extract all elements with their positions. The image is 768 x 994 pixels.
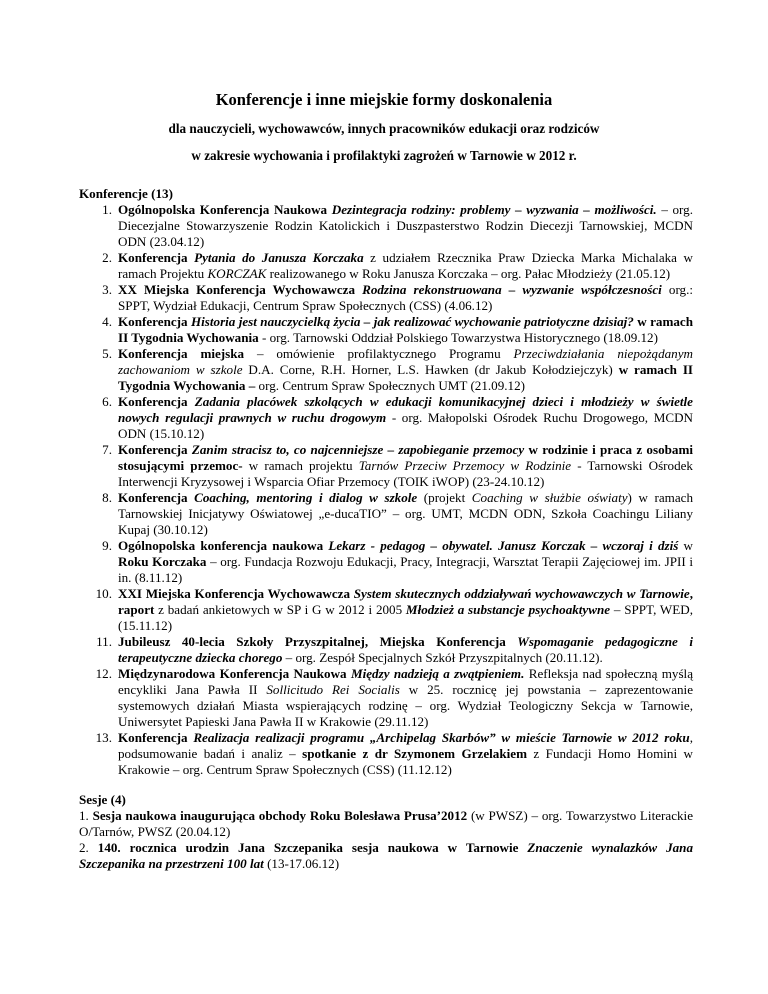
text-segment: (projekt: [417, 490, 472, 505]
list-item-number: 11.: [96, 634, 112, 649]
text-segment: Konferencja: [118, 314, 191, 329]
text-segment: - org. Tarnowski Oddział Polskiego Towarzystwa Historycznego (18.09.12): [258, 330, 658, 345]
list-item-number: 12.: [95, 666, 112, 681]
list-item: [79, 346, 693, 394]
text-segment: System skutecznych oddziaływań wychowawczych w Tarnowie: [353, 586, 690, 601]
text-segment: KORCZAK: [207, 266, 267, 281]
text-segment: Ogólnopolska Konferencja Naukowa: [118, 202, 332, 217]
text-segment: org. Centrum Spraw Społecznych UMT (21.09.12): [255, 378, 526, 393]
text-segment: Konferencja miejska: [118, 346, 245, 361]
page-subtitle-scope: w zakresie wychowania i profilaktyki zagrożeń w Tarnowie w 2012 r.: [191, 148, 577, 163]
document-body: [79, 186, 693, 872]
text-segment: w ramach II Tygodnia Wychowania: [118, 314, 693, 345]
text-segment: Konferencja: [118, 442, 192, 457]
text-segment: Konferencja: [118, 730, 194, 745]
text-segment: Międzynarodowa Konferencja Naukowa: [118, 666, 351, 681]
text-segment: Wspomaganie pedagogiczne i terapeutyczne dziecka chorego: [118, 634, 693, 665]
text-segment: w 25. rocznicę jej powstania – zaprezentowanie systemowych działań Miasta wspierających rodzinę – org. Wydział Teologiczny Sekcja w Tarnowie, Uniwersytet Papieski Jana Pawła II w Krakowie (29.11.12): [118, 682, 693, 729]
list-item: [79, 840, 693, 872]
text-segment: XX Miejska Konferencja Wychowawcza: [118, 282, 363, 297]
text-segment: Dezintegracja rodziny: problemy – wyzwania – możliwości.: [331, 202, 657, 217]
text-segment: 1.: [79, 808, 93, 823]
text-segment: spotkanie z dr Szymonem Grzelakiem: [302, 746, 527, 761]
list-item: [79, 634, 693, 666]
text-segment: Jubileusz 40-lecia Szkoły Przyszpitalnej, Miejska Konferencja: [118, 634, 518, 649]
list-item-number: 9.: [102, 538, 112, 553]
text-segment: Zadania placówek szkolących w edukacji komunikacyjnej dzieci i młodzieży w świetle nowych regulacji prawnych w ruchu drogowym: [118, 394, 693, 425]
text-segment: Przeciwdziałania niepożądanym zachowaniom w szkole: [118, 346, 693, 377]
text-segment: Roku Korczaka: [118, 554, 207, 569]
text-segment: - org. Małopolski Ośrodek Ruchu Drogowego, MCDN ODN (15.10.12): [118, 410, 693, 441]
list-item: [79, 666, 693, 730]
list-item-number: 2.: [102, 250, 112, 265]
text-segment: z udziałem Rzecznika Praw Dziecka Marka Michalaka w ramach Projektu: [118, 250, 693, 281]
text-segment: realizowanego w Roku Janusza Korczaka – org. Pałac Młodzieży (21.05.12): [266, 266, 671, 281]
text-segment: w ramach II Tygodnia Wychowania –: [118, 362, 694, 393]
list-item: [79, 490, 693, 538]
text-segment: Coaching, mentoring i dialog w szkole: [194, 490, 418, 505]
text-segment: , podsumowanie badań i analiz –: [118, 730, 693, 761]
text-segment: (w PWSZ) – org. Towarzystwo Literackie O/Tarnów, PWSZ (20.04.12): [79, 808, 694, 839]
text-segment: Sesja naukowa inaugurująca obchody Roku Bolesława Prusa’2012: [92, 808, 468, 823]
list-item: [79, 202, 693, 250]
konferencje-list: [79, 202, 693, 778]
text-segment: ) w ramach Tarnowskiej Inicjatywy Oświatowej „e-ducaTIO” – org. UMT, MCDN ODN, Szkoła Coachingu Liliany Kupaj (30.10.12): [118, 490, 694, 537]
text-segment: Zanim stracisz to, co najcenniejsze – zapobieganie przemocy: [191, 442, 525, 457]
text-segment: w rodzinie i praca z osobami stosującymi przemoc-: [118, 442, 693, 473]
text-segment: org.: SPPT, Wydział Edukacji, Centrum Spraw Społecznych (CSS) (4.06.12): [118, 282, 694, 313]
text-segment: (13-17.06.12): [263, 856, 340, 871]
text-segment: Pytania do Janusza Korczaka: [194, 250, 364, 265]
text-segment: Tarnów Przeciw Przemocy w Rodzinie: [358, 458, 572, 473]
text-segment: Janusz Korczak – wczoraj i dziś: [498, 538, 679, 553]
text-segment: 140. rocznica urodzin Jana Szczepanika sesja naukowa w Tarnowie: [97, 840, 528, 855]
text-segment: 2.: [79, 840, 98, 855]
list-item: [79, 808, 693, 840]
text-segment: – org. Zespół Specjalnych Szkół Przyszpitalnych (20.11.12).: [282, 650, 603, 665]
list-item: [79, 730, 693, 778]
text-segment: XXI Miejska Konferencja Wychowawcza: [118, 586, 354, 601]
text-segment: Konferencja: [118, 394, 195, 409]
text-segment: Młodzież a substancje psychoaktywne: [405, 602, 611, 617]
list-item-number: 3.: [102, 282, 112, 297]
text-segment: z badań ankietowych w SP i G w 2012 i 2005: [154, 602, 406, 617]
text-segment: Historia jest nauczycielką życia – jak realizować wychowanie patriotyczne dzisiaj?: [190, 314, 634, 329]
text-segment: Realizacja realizacji programu „Archipelag Skarbów” w mieście Tarnowie w 2012 roku: [193, 730, 690, 745]
text-segment: Lekarz - pedagog – obywatel.: [328, 538, 493, 553]
list-item-number: 4.: [102, 314, 112, 329]
list-item: [79, 250, 693, 282]
text-segment: – org. Diecezjalne Stowarzyszenie Rodzin Katolickich i Duszpasterstwo Rodzin Diecezji Tarnowskiej, MCDN ODN (23.04.12): [118, 202, 693, 249]
text-segment: Konferencja: [118, 250, 195, 265]
text-segment: w ramach projektu: [242, 458, 359, 473]
text-segment: – omówienie profilaktycznego Programu: [244, 346, 514, 361]
text-segment: Między nadzieją a zwątpieniem.: [350, 666, 525, 681]
text-segment: , raport: [118, 586, 693, 617]
page-title: Konferencje i inne miejskie formy doskonalenia: [215, 90, 553, 109]
list-item: [79, 538, 693, 586]
list-item-number: 1.: [102, 202, 112, 217]
list-item: [79, 442, 693, 490]
text-segment: w: [678, 538, 694, 553]
text-segment: Rodzina rekonstruowana – wyzwanie współczesności: [362, 282, 662, 297]
text-segment: - Tarnowski Ośrodek Interwencji Kryzysowej i Wsparcia Ofiar Przemocy (TOIK iWOP) (23-24.10.12): [118, 458, 693, 489]
page-subtitle-audience: dla nauczycieli, wychowawców, innych pracowników edukacji oraz rodziców: [168, 121, 600, 136]
text-segment: – org. Fundacja Rozwoju Edukacji, Pracy, Integracji, Warsztat Terapii Zajęciowej im. JPII i in. (8.11.12): [118, 554, 693, 585]
text-segment: z Fundacji Homo Homini w Krakowie – org. Centrum Spraw Społecznych (CSS) (11.12.12): [118, 746, 694, 777]
list-item-number: 10.: [95, 586, 112, 601]
list-item: [79, 314, 693, 346]
list-item: [79, 282, 693, 314]
sesje-section: [79, 792, 693, 872]
text-segment: Konferencja: [118, 490, 195, 505]
konferencje-heading: Konferencje (13): [79, 186, 173, 201]
text-segment: Znaczenie wynalazków Jana Szczepanika na przestrzeni 100 lat: [79, 840, 694, 871]
sesje-heading: Sesje (4): [79, 792, 126, 807]
sesje-list: [79, 808, 693, 872]
text-segment: Sollicitudo Rei Socialis: [266, 682, 400, 697]
text-segment: – SPPT, WED, (15.11.12): [118, 602, 693, 633]
list-item-number: 6.: [102, 394, 112, 409]
list-item-number: 7.: [102, 442, 112, 457]
list-item: [79, 394, 693, 442]
list-item: [79, 586, 693, 634]
text-segment: Refleksja nad społeczną myślą encykliki Jana Pawła II: [118, 666, 694, 697]
list-item-number: 13.: [95, 730, 112, 745]
text-segment: Ogólnopolska konferencja naukowa: [118, 538, 329, 553]
text-segment: D.A. Corne, R.H. Horner, L.S. Hawken (dr Jakub Kołodziejczyk): [242, 362, 619, 377]
text-segment: Coaching w służbie oświaty: [471, 490, 628, 505]
list-item-number: 5.: [102, 346, 112, 361]
list-item-number: 8.: [102, 490, 112, 505]
